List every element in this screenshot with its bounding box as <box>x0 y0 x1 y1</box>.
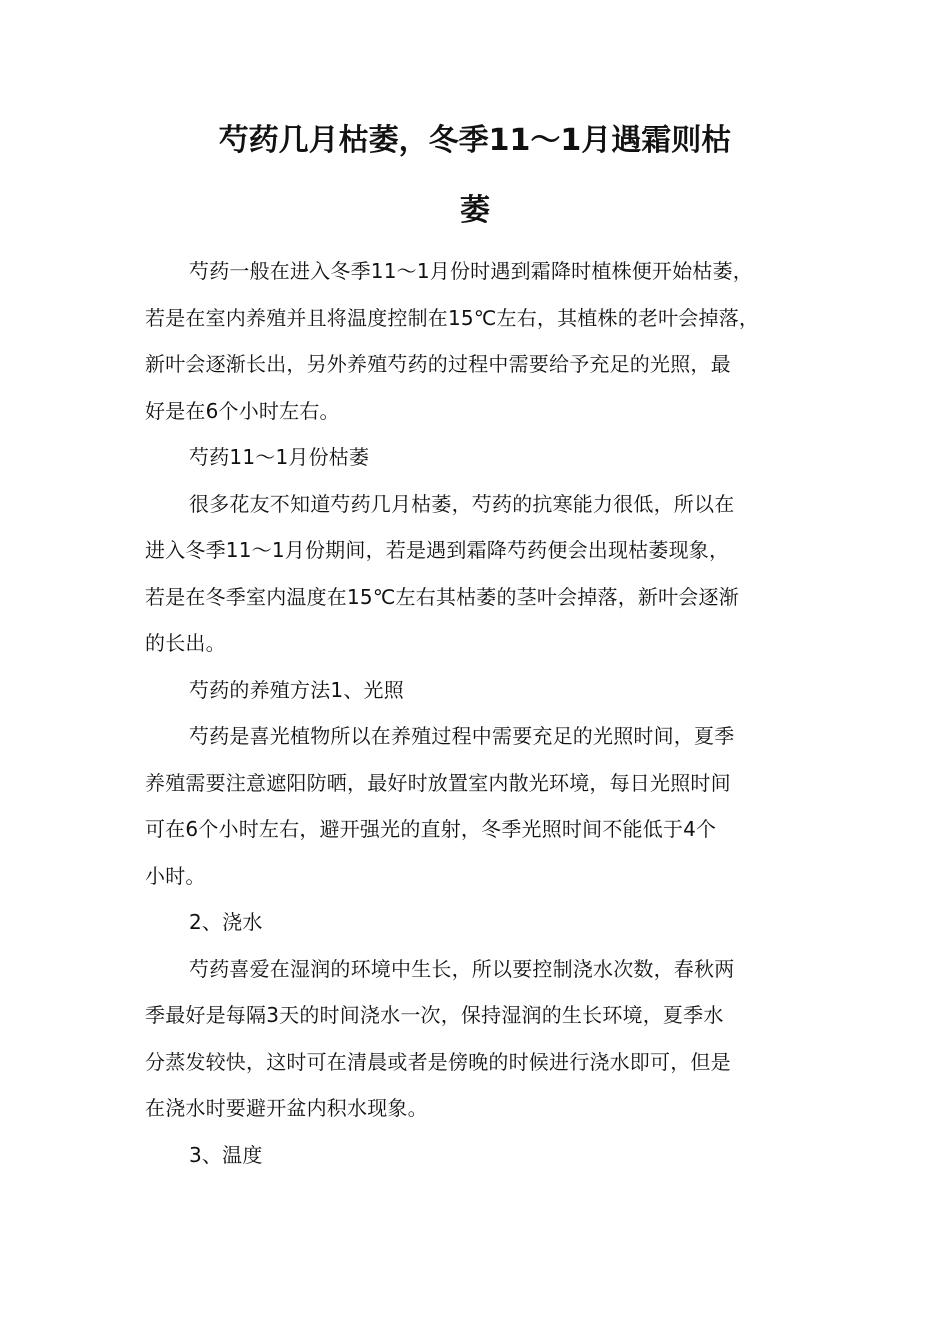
text-line: 分蒸发较快，这时可在清晨或者是傍晚的时候进行浇水即可，但是 <box>145 1049 731 1074</box>
section-heading-temperature <box>145 1132 813 1179</box>
text-line: 季最好是每隔3天的时间浇水一次，保持湿润的生长环境，夏季水 <box>145 1003 724 1027</box>
title-line: 芍药几月枯萎，冬季11～1月遇霜则枯 <box>218 123 732 158</box>
text-line: 进入冬季11～1月份期间，若是遇到霜降芍药便会出现枯萎现象， <box>145 538 730 562</box>
document-title <box>145 106 805 246</box>
text-line: 若是在冬季室内温度在15℃左右其枯萎的茎叶会掉落，新叶会逐渐 <box>145 584 739 609</box>
text-line: 芍药的养殖方法1、光照 <box>189 677 404 702</box>
text-line: 2、浇水 <box>189 910 263 934</box>
text-line: 芍药11～1月份枯萎 <box>189 445 370 469</box>
text-line: 小时。 <box>145 863 206 888</box>
paragraph-light <box>145 713 813 899</box>
title-line: 萎 <box>460 193 490 228</box>
text-line: 好是在6个小时左右。 <box>145 398 340 423</box>
text-line: 若是在室内养殖并且将温度控制在15℃左右，其植株的老叶会掉落， <box>145 305 760 330</box>
paragraph-intro <box>145 248 813 434</box>
paragraph-wilting <box>145 481 813 667</box>
text-line: 3、温度 <box>189 1142 263 1167</box>
text-line: 的长出。 <box>145 631 226 655</box>
text-line: 芍药一般在进入冬季11～1月份时遇到霜降时植株便开始枯萎， <box>189 259 753 283</box>
text-line: 养殖需要注意遮阳防晒，最好时放置室内散光环境，每日光照时间 <box>145 770 731 795</box>
text-line: 芍药是喜光植物所以在养殖过程中需要充足的光照时间，夏季 <box>189 724 735 748</box>
text-line: 可在6个小时左右，避开强光的直射，冬季光照时间不能低于4个 <box>145 817 717 841</box>
section-heading-light <box>145 667 813 714</box>
text-line: 很多花友不知道芍药几月枯萎，芍药的抗寒能力很低，所以在 <box>189 491 735 516</box>
text-line: 新叶会逐渐长出，另外养殖芍药的过程中需要给予充足的光照，最 <box>145 352 731 376</box>
document-body <box>145 248 813 1178</box>
text-line: 在浇水时要避开盆内积水现象。 <box>145 1096 428 1120</box>
section-heading-watering <box>145 899 813 946</box>
section-heading-wilting <box>145 434 813 481</box>
text-line: 芍药喜爱在湿润的环境中生长，所以要控制浇水次数，春秋两 <box>189 956 735 981</box>
paragraph-watering <box>145 946 813 1132</box>
